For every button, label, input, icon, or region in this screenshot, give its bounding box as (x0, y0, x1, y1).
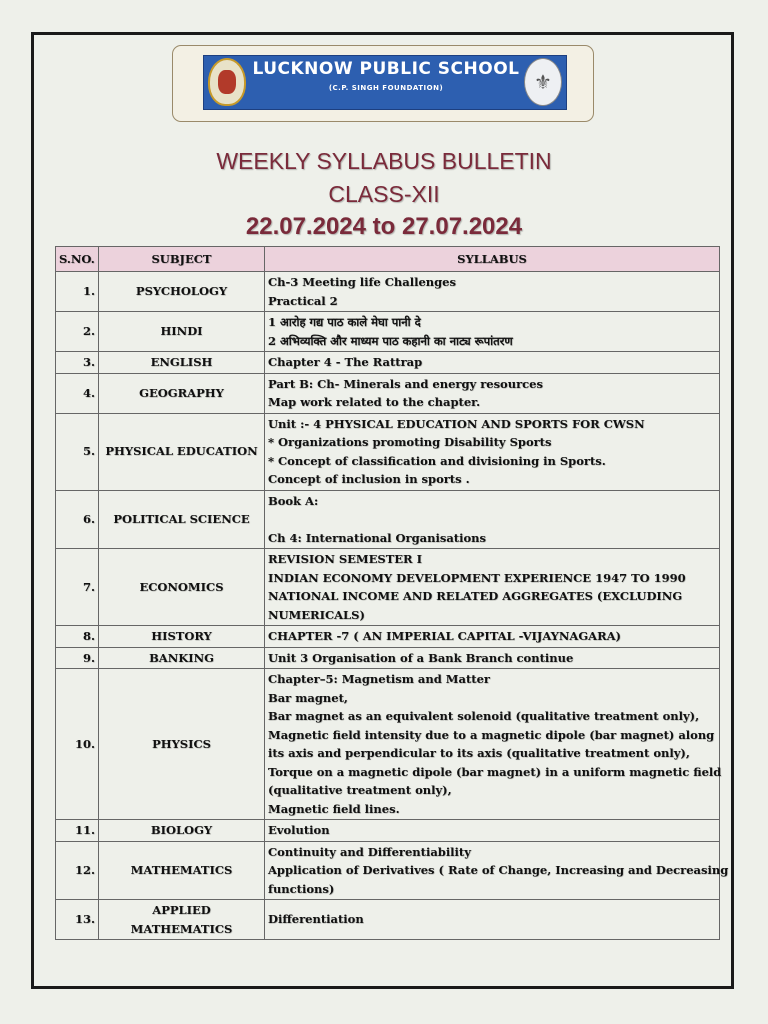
header-sno: S.NO. (56, 247, 99, 272)
row-syllabus (265, 373, 720, 413)
school-name: LUCKNOW PUBLIC SCHOOL (252, 59, 520, 79)
school-crest-icon (208, 58, 246, 106)
syllabus-line: Ch-3 Meeting life Challenges (268, 275, 456, 289)
table-row (56, 820, 720, 842)
row-subject: BIOLOGY (99, 820, 265, 842)
table-row (56, 413, 720, 490)
syllabus-line: Magnetic field lines. (268, 801, 400, 816)
row-subject: GEOGRAPHY (99, 373, 265, 413)
header-subject: SUBJECT (99, 247, 265, 272)
row-sno: 11. (56, 820, 99, 842)
syllabus-line: Practical 2 (268, 293, 338, 308)
row-sno: 3. (56, 352, 99, 374)
syllabus-line: Unit :- 4 PHYSICAL EDUCATION AND SPORTS FOR CWSN (268, 416, 645, 431)
syllabus-line: Concept of inclusion in sports . (268, 472, 470, 486)
row-subject: HISTORY (99, 626, 265, 648)
syllabus-line: Application of Derivatives ( Rate of Change, Increasing and Decreasing (268, 863, 729, 877)
row-sno: 9. (56, 647, 99, 669)
school-subtitle: (C.P. SINGH FOUNDATION) (328, 84, 444, 92)
row-syllabus (265, 900, 720, 940)
syllabus-line: functions) (268, 881, 335, 896)
row-subject: ENGLISH (99, 352, 265, 374)
syllabus-line: Book A: (268, 493, 319, 508)
row-sno: 12. (56, 841, 99, 900)
table-row (56, 549, 720, 626)
syllabus-line: Differentiation (268, 912, 364, 927)
syllabus-line: Evolution (268, 823, 330, 837)
row-syllabus (265, 669, 720, 820)
table-row (56, 841, 720, 900)
row-subject: POLITICAL SCIENCE (99, 490, 265, 549)
syllabus-line: Continuity and Differentiability (268, 844, 471, 859)
syllabus-line: Chapter–5: Magnetism and Matter (268, 672, 490, 686)
bulletin-title: WEEKLY SYLLABUS BULLETIN (216, 148, 552, 174)
row-subject: PHYSICAL EDUCATION (99, 413, 265, 490)
row-syllabus (265, 841, 729, 900)
syllabus-line: Ch 4: International Organisations (268, 530, 486, 545)
row-syllabus (265, 549, 720, 626)
header-syllabus: SYLLABUS (265, 247, 720, 272)
syllabus-line: Bar magnet, (268, 690, 348, 705)
date-range: 22.07.2024 to 27.07.2024 (245, 213, 523, 240)
class-title: CLASS-XII (328, 181, 440, 207)
row-sno: 13. (56, 900, 99, 940)
table-row (56, 373, 720, 413)
row-sno: 10. (56, 669, 99, 820)
row-subject: MATHEMATICS (99, 841, 265, 900)
syllabus-line (268, 510, 716, 529)
syllabus-line: Unit 3 Organisation of a Bank Branch continue (268, 650, 574, 665)
row-syllabus (265, 312, 720, 352)
row-sno: 4. (56, 373, 99, 413)
row-subject: HINDI (99, 312, 265, 352)
table-row (56, 312, 720, 352)
syllabus-line: INDIAN ECONOMY DEVELOPMENT EXPERIENCE 1947 TO 1990 (268, 570, 686, 585)
syllabus-line: 2 अभिव्यक्ति और माध्यम पाठ कहानी का नाट्य रूपांतरण (268, 333, 513, 348)
syllabus-line: * Concept of classification and divisioning in Sports. (268, 453, 606, 468)
syllabus-line: its axis and perpendicular to its axis (qualitative treatment only), (268, 746, 690, 760)
row-syllabus (265, 272, 720, 312)
syllabus-line: Chapter 4 - The Rattrap (268, 355, 423, 369)
syllabus-line: 1 आरोह गद्य पाठ काले मेघा पानी दे (268, 315, 421, 329)
syllabus-line: REVISION SEMESTER I (268, 552, 422, 566)
syllabus-line: CHAPTER -7 ( AN IMPERIAL CAPITAL -VIJAYNAGARA) (268, 629, 621, 643)
table-row (56, 626, 720, 648)
row-subject: PHYSICS (99, 669, 265, 820)
syllabus-line: * Organizations promoting Disability Sports (268, 435, 552, 449)
syllabus-line: Bar magnet as an equivalent solenoid (qualitative treatment only), (268, 709, 700, 723)
table-row (56, 352, 720, 374)
table-row (56, 490, 720, 549)
table-row (56, 669, 720, 820)
row-subject: APPLIED MATHEMATICS (99, 900, 265, 940)
syllabus-table (55, 246, 729, 940)
row-subject: BANKING (99, 647, 265, 669)
row-syllabus (265, 352, 720, 374)
row-subject: ECONOMICS (99, 549, 265, 626)
syllabus-line: Torque on a magnetic dipole (bar magnet) in a uniform magnetic field (268, 764, 722, 779)
school-emblem-icon: ⚜ (524, 58, 562, 106)
syllabus-line: Map work related to the chapter. (268, 395, 481, 409)
row-sno: 7. (56, 549, 99, 626)
syllabus-line: Magnetic field intensity due to a magnetic dipole (bar magnet) along (268, 727, 715, 742)
table-header-row (56, 247, 720, 272)
row-sno: 1. (56, 272, 99, 312)
row-syllabus (265, 647, 720, 669)
syllabus-line: Part B: Ch- Minerals and energy resources (268, 376, 543, 391)
table-row (56, 900, 720, 940)
row-sno: 6. (56, 490, 99, 549)
row-sno: 2. (56, 312, 99, 352)
row-sno: 5. (56, 413, 99, 490)
row-syllabus (265, 413, 720, 490)
row-subject: PSYCHOLOGY (99, 272, 265, 312)
syllabus-line: (qualitative treatment only), (268, 783, 452, 797)
row-sno: 8. (56, 626, 99, 648)
syllabus-line: NATIONAL INCOME AND RELATED AGGREGATES (EXCLUDING (268, 589, 683, 603)
syllabus-line: NUMERICALS) (268, 607, 365, 622)
row-syllabus (265, 490, 720, 549)
row-syllabus (265, 626, 720, 648)
table-row (56, 647, 720, 669)
row-syllabus (265, 820, 720, 842)
table-row (56, 272, 720, 312)
